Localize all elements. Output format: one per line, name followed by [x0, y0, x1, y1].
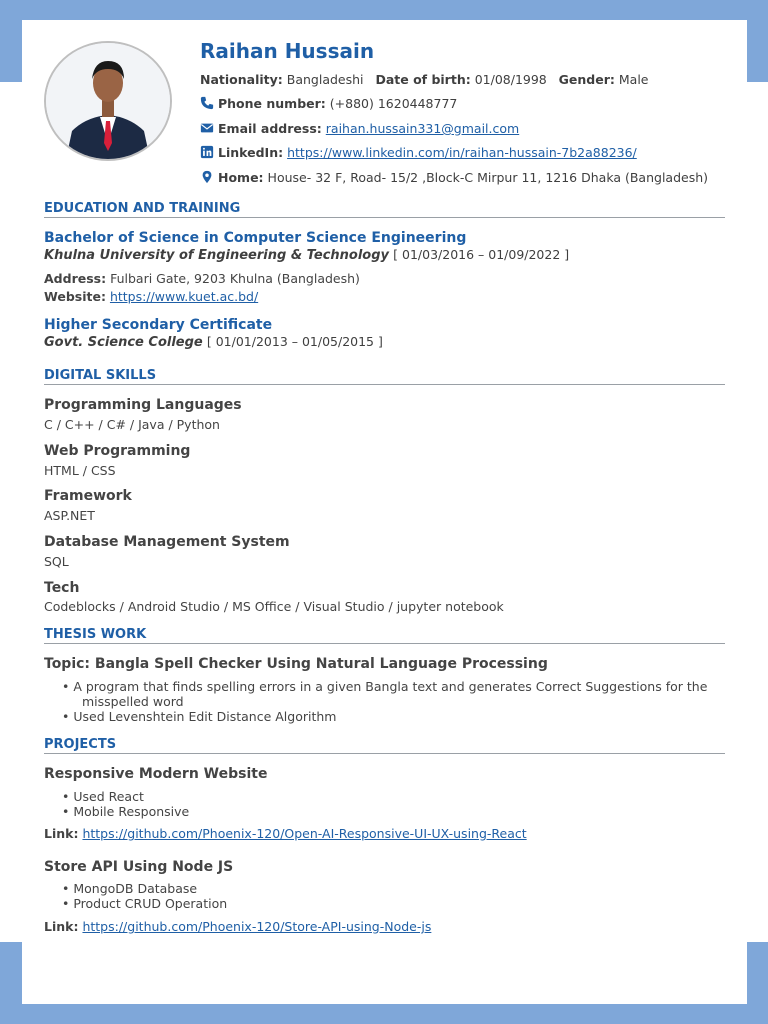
- skill-name: Database Management System: [44, 534, 290, 550]
- list-item: • MongoDB Database: [62, 881, 198, 896]
- thesis-section-title: THESIS WORK: [44, 627, 725, 644]
- home-line: [200, 170, 708, 185]
- phone-value: (+880) 1620448777: [329, 96, 458, 111]
- nationality-label: Nationality:: [200, 72, 283, 87]
- website-label: Website:: [44, 289, 106, 304]
- list-item: • Product CRUD Operation: [62, 896, 228, 911]
- skill-name: Web Programming: [44, 443, 191, 459]
- linkedin-icon: [200, 145, 214, 159]
- skill-value: HTML / CSS: [44, 463, 116, 478]
- degree-title: Higher Secondary Certificate: [44, 317, 273, 333]
- school-website-line: [44, 289, 258, 304]
- email-link[interactable]: raihan.hussain331@gmail.com: [325, 121, 520, 136]
- phone-icon: [200, 96, 214, 110]
- phone-line: [200, 96, 457, 111]
- list-item: • Mobile Responsive: [62, 804, 190, 819]
- education-section-title: EDUCATION AND TRAINING: [44, 201, 725, 218]
- list-item: • Used React: [62, 789, 144, 804]
- list-item: • A program that finds spelling errors in a given Bangla text and generates Correct Suggestions for the: [62, 679, 708, 694]
- list-item: • Used Levenshtein Edit Distance Algorithm: [62, 709, 337, 724]
- phone-label: Phone number:: [218, 96, 326, 111]
- project-link[interactable]: https://github.com/Phoenix-120/Open-AI-Responsive-UI-UX-using-React: [82, 826, 527, 841]
- profile-photo: [44, 41, 172, 161]
- list-item-continuation: misspelled word: [82, 694, 184, 709]
- location-pin-icon: [200, 170, 214, 184]
- skill-value: ASP.NET: [44, 508, 95, 523]
- envelope-icon: [200, 121, 214, 135]
- degree-dates: [ 01/03/2016 – 01/09/2022 ]: [393, 247, 570, 262]
- link-label: Link:: [44, 919, 79, 934]
- project-name: Store API Using Node JS: [44, 859, 234, 875]
- school-line: [44, 334, 383, 350]
- school-name: Govt. Science College: [44, 335, 203, 350]
- gender-value: Male: [618, 72, 649, 87]
- home-value: House- 32 F, Road- 15/2 ,Block-C Mirpur 11, 1216 Dhaka (Bangladesh): [267, 170, 709, 185]
- email-line: [200, 121, 519, 136]
- personal-info-line: [200, 72, 649, 87]
- candidate-name: Raihan Hussain: [200, 39, 375, 63]
- skill-value: Codeblocks / Android Studio / MS Office / Visual Studio / jupyter notebook: [44, 599, 504, 614]
- dob-label: Date of birth:: [375, 72, 471, 87]
- school-address-line: [44, 271, 360, 286]
- linkedin-link[interactable]: https://www.linkedin.com/in/raihan-hussain-7b2a88236/: [287, 145, 637, 160]
- linkedin-line: [200, 145, 637, 160]
- project-link-line: [44, 826, 527, 841]
- school-name: Khulna University of Engineering & Technology: [44, 248, 390, 263]
- project-link[interactable]: https://github.com/Phoenix-120/Store-API-using-Node-js: [82, 919, 432, 934]
- project-name: Responsive Modern Website: [44, 766, 268, 782]
- skill-value: C / C++ / C# / Java / Python: [44, 417, 220, 432]
- project-link-line: [44, 919, 431, 934]
- skill-value: SQL: [44, 554, 69, 569]
- skill-name: Programming Languages: [44, 397, 242, 413]
- school-line: [44, 247, 569, 263]
- email-label: Email address:: [218, 121, 322, 136]
- skill-name: Framework: [44, 488, 132, 504]
- website-link[interactable]: https://www.kuet.ac.bd/: [109, 289, 259, 304]
- degree-title: Bachelor of Science in Computer Science Engineering: [44, 230, 467, 246]
- link-label: Link:: [44, 826, 79, 841]
- gender-label: Gender:: [558, 72, 615, 87]
- cv-sheet: [22, 20, 747, 1004]
- linkedin-label: LinkedIn:: [218, 145, 284, 160]
- address-value: Fulbari Gate, 9203 Khulna (Bangladesh): [110, 271, 360, 286]
- degree-dates: [ 01/01/2013 – 01/05/2015 ]: [206, 334, 383, 349]
- projects-section-title: PROJECTS: [44, 737, 725, 754]
- address-label: Address:: [44, 271, 107, 286]
- dob-value: 01/08/1998: [474, 72, 547, 87]
- home-label: Home:: [218, 170, 264, 185]
- person-avatar-icon: [46, 43, 170, 159]
- thesis-topic: Topic: Bangla Spell Checker Using Natural Language Processing: [44, 656, 548, 672]
- skill-name: Tech: [44, 580, 80, 596]
- nationality-value: Bangladeshi: [286, 72, 364, 87]
- skills-section-title: DIGITAL SKILLS: [44, 368, 725, 385]
